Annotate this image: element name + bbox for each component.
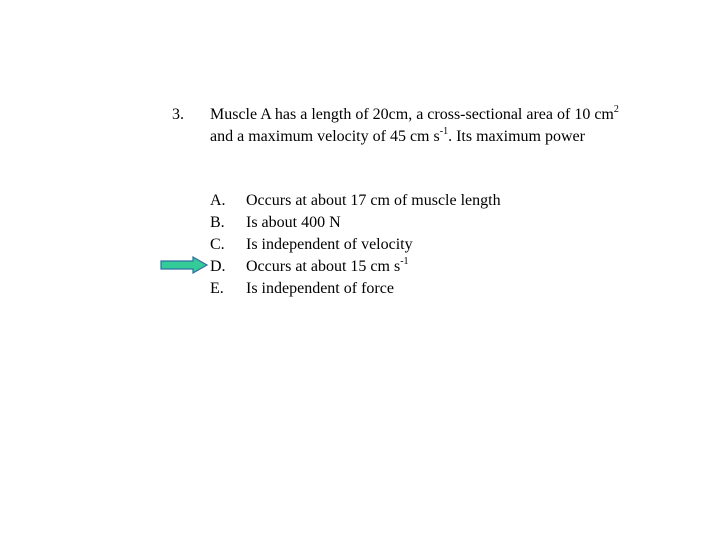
question-text-part1: Muscle A has a length of 20cm, a cross-sectional area of 10 cm [210, 106, 614, 123]
answer-options [210, 190, 610, 300]
option-a [210, 190, 610, 212]
arrow-shape [161, 257, 207, 273]
right-arrow-icon [160, 256, 208, 274]
option-superscript: -1 [400, 255, 409, 267]
option-c [210, 234, 610, 256]
option-letter: A. [210, 192, 226, 209]
question-superscript-2: -1 [439, 125, 449, 137]
option-text: Is about 400 N [246, 214, 341, 231]
question-text-part3: . Its maximum power [448, 128, 585, 145]
option-d [210, 256, 610, 278]
option-b [210, 212, 610, 234]
question-text [210, 104, 630, 148]
question-superscript-1: 2 [613, 103, 619, 115]
option-e [210, 278, 610, 300]
option-text: Is independent of velocity [246, 236, 413, 253]
option-letter: C. [210, 236, 225, 253]
question-text-part2: and a maximum velocity of 45 cm s [210, 128, 440, 145]
question-number: 3. [172, 106, 184, 123]
option-letter: E. [210, 280, 224, 297]
option-letter: B. [210, 214, 225, 231]
option-text: Occurs at about 17 cm of muscle length [246, 192, 501, 209]
option-letter: D. [210, 258, 226, 275]
option-text: Is independent of force [246, 280, 394, 297]
option-text: Occurs at about 15 cm $s^{-1}$ [246, 255, 409, 275]
